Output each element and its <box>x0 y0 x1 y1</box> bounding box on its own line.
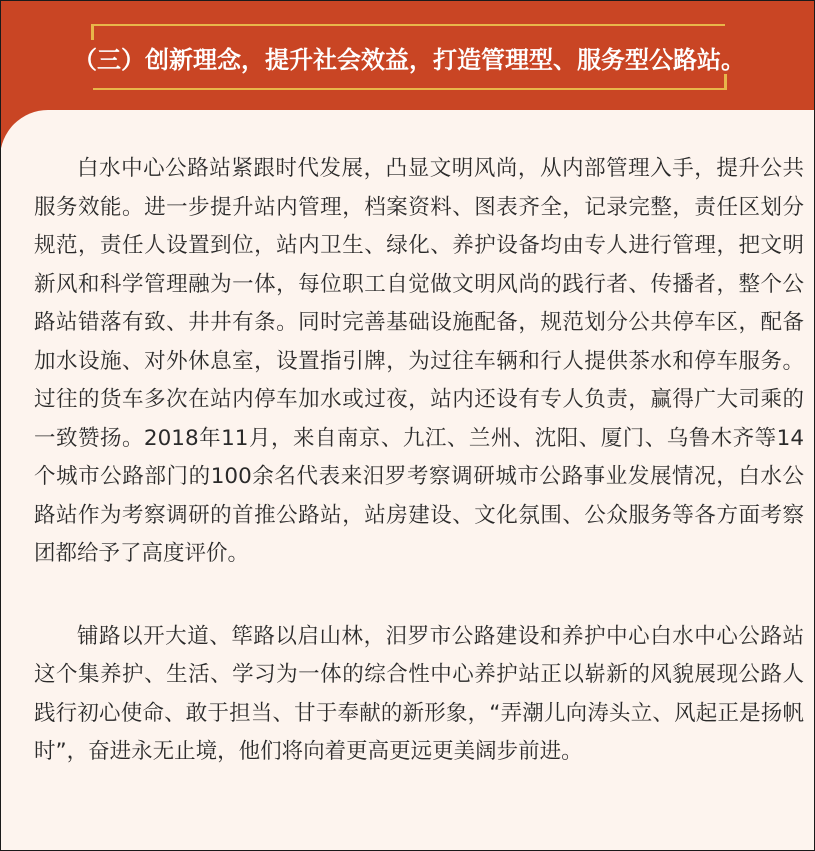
article-paragraph-2: 铺路以开大道、筚路以启山林，汨罗市公路建设和养护中心白水中心公路站这个集养护、生活、学习为一体的综合性中心养护站正以崭新的风貌展现公路人践行初心使命、敢于担当、甘于奉献的新形象，“弄潮儿向涛头立、风起正是扬帆时”，奋进永无止境，他们将向着更高更远更美阔步前进。 <box>34 623 804 764</box>
section-title: （三）创新理念，提升社会效益，打造管理型、服务型公路站。 <box>73 45 745 74</box>
section-title-frame <box>73 24 745 90</box>
article-paragraph-1: 白水中心公路站紧跟时代发展，凸显文明风尚，从内部管理入手，提升公共服务效能。进一步提升站内管理，档案资料、图表齐全，记录完整，责任区划分规范，责任人设置到位，站内卫生、绿化、养护设备均由专人进行管理，把文明新风和科学管理融为一体，每位职工自觉做文明风尚的践行者、传播者，整个公路站错落有致、井井有条。同时完善基础设施配备，规范划分公共停车区，配备加水设施、对外休息室，设置指引牌，为过往车辆和行人提供茶水和停车服务。过往的货车多次在站内停车加水或过夜，站内还设有专人负责，赢得广大司乘的一致赞扬。2018年11月，来自南京、九江、兰州、沈阳、厦门、乌鲁木齐等14个城市公路部门的100余名代表来汨罗考察调研城市公路事业发展情况，白水公路站作为考察调研的首推公路站，站房建设、文化氛围、公众服务等各方面考察团都给予了高度评价。 <box>34 156 804 566</box>
article-body <box>34 150 804 772</box>
